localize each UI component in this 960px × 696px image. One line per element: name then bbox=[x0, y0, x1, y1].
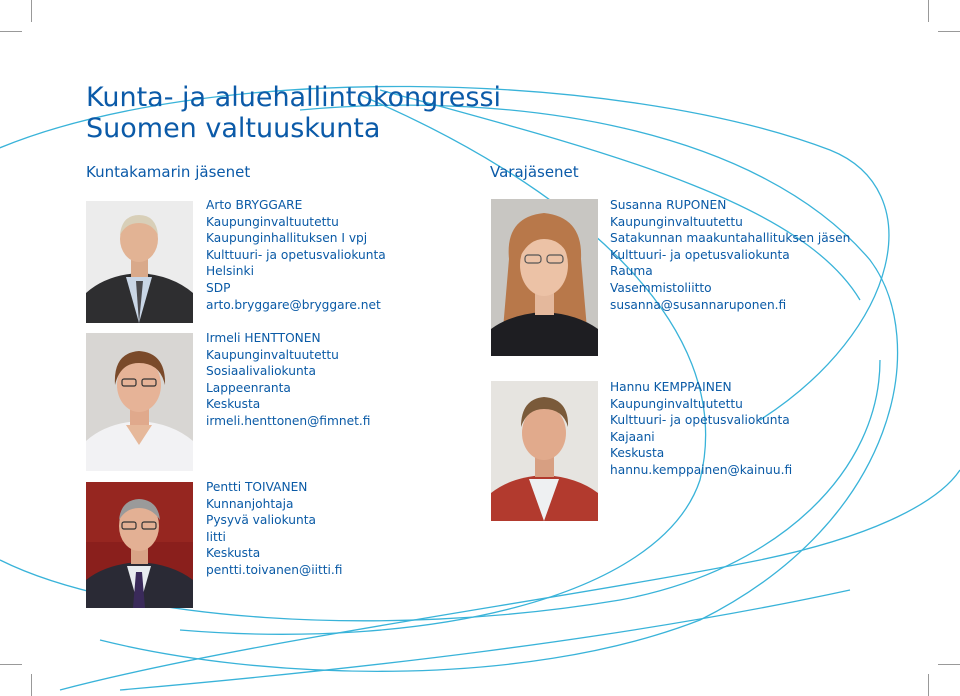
person-email: hannu.kemppainen@kainuu.fi bbox=[610, 462, 793, 477]
crop-mark bbox=[0, 664, 22, 665]
person-detail: Kulttuuri- ja opetusvaliokunta bbox=[610, 413, 790, 428]
crop-mark bbox=[928, 674, 929, 696]
person-detail: Keskusta bbox=[206, 397, 261, 412]
person-name: Susanna RUPONEN bbox=[610, 198, 727, 212]
title-line-1: Kunta- ja aluehallintokongressi bbox=[86, 82, 502, 113]
person-role: Kaupunginvaltuutettu bbox=[206, 347, 339, 362]
person-name: Hannu KEMPPAINEN bbox=[610, 380, 732, 394]
page-title bbox=[86, 82, 501, 144]
person-role: Kunnanjohtaja bbox=[206, 496, 294, 511]
crop-mark bbox=[31, 0, 32, 22]
person-name: Arto BRYGGARE bbox=[206, 198, 303, 212]
person-detail: Rauma bbox=[610, 264, 653, 279]
person-name: Pentti TOIVANEN bbox=[206, 480, 308, 494]
info-hannu-kemppainen bbox=[610, 379, 792, 479]
person-detail: Kajaani bbox=[610, 429, 655, 444]
info-arto-bryggare bbox=[206, 197, 386, 313]
person-detail: Keskusta bbox=[610, 446, 665, 461]
person-detail: Pysyvä valiokunta bbox=[206, 513, 316, 528]
person-role: Kaupunginvaltuutettu bbox=[206, 214, 339, 229]
info-pentti-toivanen bbox=[206, 479, 342, 579]
person-email: arto.bryggare@bryggare.net bbox=[206, 297, 381, 312]
person-detail: Lappeenranta bbox=[206, 380, 291, 395]
crop-mark bbox=[0, 31, 22, 32]
photo-irmeli-henttonen bbox=[86, 333, 193, 471]
info-irmeli-henttonen bbox=[206, 330, 370, 430]
photo-arto-bryggare bbox=[86, 201, 193, 323]
person-role: Kaupunginvaltuutettu bbox=[610, 396, 743, 411]
person-email: irmeli.henttonen@fimnet.fi bbox=[206, 413, 371, 428]
crop-mark bbox=[31, 674, 32, 696]
photo-pentti-toivanen bbox=[86, 482, 193, 608]
person-detail: Vasemmistoliitto bbox=[610, 280, 712, 295]
crop-mark bbox=[938, 664, 960, 665]
person-detail: Kaupunginhallituksen I vpj bbox=[206, 231, 368, 246]
person-detail: Kulttuuri- ja opetusvaliokunta bbox=[206, 247, 386, 262]
section-heading-members: Kuntakamarin jäsenet bbox=[86, 163, 251, 181]
crop-mark bbox=[928, 0, 929, 22]
person-detail: Helsinki bbox=[206, 264, 254, 279]
crop-mark bbox=[938, 31, 960, 32]
person-detail: Keskusta bbox=[206, 546, 261, 561]
photo-susanna-ruponen bbox=[491, 199, 598, 356]
person-name: Irmeli HENTTONEN bbox=[206, 331, 321, 345]
person-role: Kaupunginvaltuutettu bbox=[610, 214, 743, 229]
person-detail: Kulttuuri- ja opetusvaliokunta bbox=[610, 247, 790, 262]
person-detail: SDP bbox=[206, 280, 231, 295]
person-email: pentti.toivanen@iitti.fi bbox=[206, 562, 343, 577]
section-heading-deputies: Varajäsenet bbox=[490, 163, 579, 181]
info-susanna-ruponen bbox=[610, 197, 850, 313]
person-detail: Sosiaalivaliokunta bbox=[206, 364, 316, 379]
person-detail: Iitti bbox=[206, 529, 226, 544]
title-line-2: Suomen valtuuskunta bbox=[86, 113, 381, 144]
person-email: susanna@susannaruponen.fi bbox=[610, 297, 787, 312]
photo-hannu-kemppainen bbox=[491, 381, 598, 521]
person-detail: Satakunnan maakuntahallituksen jäsen bbox=[610, 231, 851, 246]
